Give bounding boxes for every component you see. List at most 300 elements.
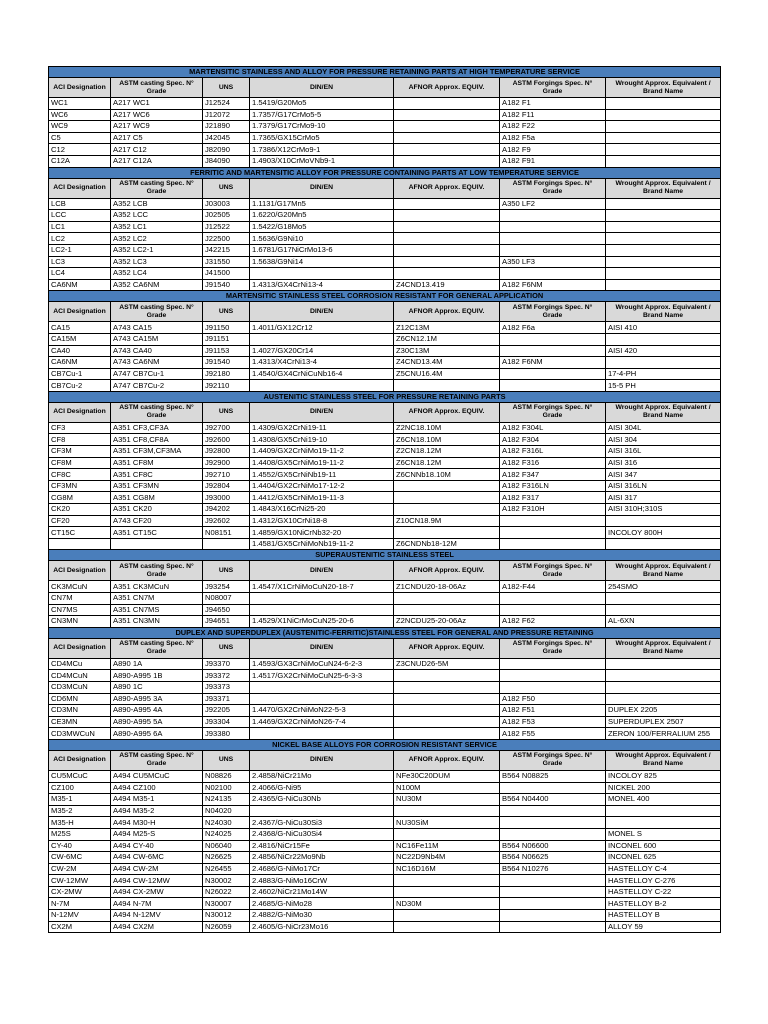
cell-astm-casting: A352 LCC <box>111 210 203 222</box>
cell-din-en: 1.4469/GX2CrNiMoN26-7-4 <box>250 716 394 728</box>
cell-wrought-equivalent <box>606 593 721 605</box>
cell-astm-casting: A743 CA15M <box>111 333 203 345</box>
table-row <box>49 616 721 628</box>
cell-din-en: 2.4602/NiCr21Mo14W <box>250 886 394 898</box>
cell-aci-designation: CD3MN <box>49 705 111 717</box>
cell-astm-forgings <box>500 221 606 233</box>
cell-afnor <box>394 527 500 539</box>
cell-aci-designation: CF8 <box>49 434 111 446</box>
cell-aci-designation: CD4MCu <box>49 658 111 670</box>
cell-din-en <box>250 268 394 280</box>
cell-astm-forgings: B564 N10276 <box>500 863 606 875</box>
cell-astm-casting: A352 CA6NM <box>111 279 203 291</box>
cell-wrought-equivalent <box>606 658 721 670</box>
column-header-row <box>49 638 721 658</box>
cell-wrought-equivalent <box>606 515 721 527</box>
column-header-din-en: DIN/EN <box>250 402 394 422</box>
cell-afnor <box>394 221 500 233</box>
cell-astm-casting: A352 LCB <box>111 198 203 210</box>
column-header-aci-designation: ACI Designation <box>49 302 111 322</box>
table-row <box>49 852 721 864</box>
table-row <box>49 155 721 167</box>
cell-wrought-equivalent: SUPERDUPLEX 2507 <box>606 716 721 728</box>
cell-afnor: Z2CN18.12M <box>394 446 500 458</box>
cell-afnor: ND30M <box>394 898 500 910</box>
cell-aci-designation: M35-H <box>49 817 111 829</box>
table-row <box>49 221 721 233</box>
cell-astm-forgings: A182 F51 <box>500 705 606 717</box>
cell-din-en: 2.4605/G-NiCr23Mo16 <box>250 921 394 933</box>
column-header-wrought-equivalent: Wrought Approx. Equivalent / Brand Name <box>606 302 721 322</box>
cell-astm-forgings <box>500 345 606 357</box>
cell-astm-casting: A494 CZ100 <box>111 782 203 794</box>
table-row <box>49 593 721 605</box>
cell-afnor <box>394 256 500 268</box>
cell-aci-designation: CA40 <box>49 345 111 357</box>
cell-astm-casting <box>111 538 203 550</box>
cell-astm-forgings: A182 F53 <box>500 716 606 728</box>
table-row <box>49 380 721 392</box>
cell-uns: N06040 <box>203 840 250 852</box>
cell-astm-forgings: A350 LF2 <box>500 198 606 210</box>
column-header-astm-forgings: ASTM Forgings Spec. N° Grade <box>500 302 606 322</box>
cell-din-en: 1.4309/GX2CrNi19-11 <box>250 422 394 434</box>
table-row <box>49 828 721 840</box>
table-row <box>49 109 721 121</box>
cell-afnor <box>394 728 500 740</box>
column-header-row <box>49 78 721 98</box>
cell-wrought-equivalent: DUPLEX 2205 <box>606 705 721 717</box>
cell-astm-forgings: B564 N06600 <box>500 840 606 852</box>
cell-aci-designation: CN3MN <box>49 616 111 628</box>
cell-afnor: Z6CNNb18.10M <box>394 469 500 481</box>
cell-wrought-equivalent <box>606 244 721 256</box>
cell-aci-designation: CT15C <box>49 527 111 539</box>
cell-din-en: 1.4593/GX3CrNiMoCuN24-6-2-3 <box>250 658 394 670</box>
column-header-afnor: AFNOR Approx. EQUIV. <box>394 302 500 322</box>
cell-astm-casting: A494 CX-2MW <box>111 886 203 898</box>
cell-din-en: 1.4408/GX5CrNiMo19-11-2 <box>250 457 394 469</box>
cell-afnor <box>394 604 500 616</box>
cell-din-en: 1.4547/X1CrNiMoCuN20-18-7 <box>250 581 394 593</box>
cell-afnor: NFe30C20DUM <box>394 770 500 782</box>
cell-astm-forgings: A182 F1 <box>500 98 606 110</box>
section-title: SUPERAUSTENITIC STAINLESS STEEL <box>49 550 721 561</box>
cell-din-en: 1.1131/G17Mn5 <box>250 198 394 210</box>
cell-astm-casting: A890 1C <box>111 681 203 693</box>
cell-din-en: 1.5636/G9Ni10 <box>250 233 394 245</box>
cell-aci-designation: M35-1 <box>49 794 111 806</box>
cell-astm-forgings: A182-F44 <box>500 581 606 593</box>
cell-astm-casting: A352 LC2 <box>111 233 203 245</box>
cell-astm-casting: A351 CF8M <box>111 457 203 469</box>
cell-din-en: 1.4903/X10CrMoVNb9-1 <box>250 155 394 167</box>
cell-din-en: 1.4404/GX2CrNiMo17-12-2 <box>250 480 394 492</box>
cell-uns: J94651 <box>203 616 250 628</box>
cell-wrought-equivalent <box>606 256 721 268</box>
table-row <box>49 256 721 268</box>
cell-wrought-equivalent: ZERON 100/FERRALIUM 255 <box>606 728 721 740</box>
cell-astm-forgings: A182 F310H <box>500 504 606 516</box>
cell-astm-forgings: B564 N08825 <box>500 770 606 782</box>
cell-din-en: 1.4470/GX2CrNiMoN22-5-3 <box>250 705 394 717</box>
cell-wrought-equivalent: AISI 316LN <box>606 480 721 492</box>
cell-din-en <box>250 380 394 392</box>
cell-din-en: 2.4365/G-NiCu30Nb <box>250 794 394 806</box>
cell-aci-designation: M35-2 <box>49 805 111 817</box>
cell-din-en: 1.5422/G18Mo5 <box>250 221 394 233</box>
cell-wrought-equivalent: INCOLOY 825 <box>606 770 721 782</box>
table-row <box>49 670 721 682</box>
cell-afnor <box>394 693 500 705</box>
cell-uns: N30002 <box>203 875 250 887</box>
table-row <box>49 581 721 593</box>
cell-afnor: Z4CND13.4M <box>394 357 500 369</box>
cell-wrought-equivalent: AISI 304L <box>606 422 721 434</box>
cell-astm-casting: A747 CB7Cu-1 <box>111 368 203 380</box>
column-header-afnor: AFNOR Approx. EQUIV. <box>394 750 500 770</box>
cell-din-en: 2.4685/G-NiMo28 <box>250 898 394 910</box>
column-header-din-en: DIN/EN <box>250 78 394 98</box>
cell-uns: N08151 <box>203 527 250 539</box>
cell-din-en <box>250 593 394 605</box>
cell-aci-designation: C5 <box>49 132 111 144</box>
cell-aci-designation: N-12MV <box>49 910 111 922</box>
cell-aci-designation: WC6 <box>49 109 111 121</box>
cell-uns: J22500 <box>203 233 250 245</box>
cell-aci-designation: N-7M <box>49 898 111 910</box>
cell-aci-designation: CA6NM <box>49 279 111 291</box>
cell-astm-forgings <box>500 805 606 817</box>
cell-wrought-equivalent <box>606 210 721 222</box>
cell-afnor: Z6CNDNb18-12M <box>394 538 500 550</box>
cell-astm-casting: A890-A995 4A <box>111 705 203 717</box>
cell-aci-designation: LCB <box>49 198 111 210</box>
cell-wrought-equivalent: INCONEL 625 <box>606 852 721 864</box>
table-row <box>49 898 721 910</box>
cell-din-en: 1.4517/GX2CrNiMoCuN25-6-3-3 <box>250 670 394 682</box>
cell-din-en <box>250 693 394 705</box>
table-row <box>49 886 721 898</box>
cell-uns <box>203 538 250 550</box>
cell-astm-forgings: A182 F91 <box>500 155 606 167</box>
cell-astm-casting: A494 CW-2M <box>111 863 203 875</box>
cell-din-en: 1.7357/G17CrMo5-5 <box>250 109 394 121</box>
cell-wrought-equivalent: AL-6XN <box>606 616 721 628</box>
cell-afnor <box>394 805 500 817</box>
section-title-row <box>49 739 721 750</box>
cell-afnor <box>394 492 500 504</box>
cell-astm-casting: A352 LC3 <box>111 256 203 268</box>
table-row <box>49 681 721 693</box>
cell-din-en: 1.4313/X4CrNi13-4 <box>250 357 394 369</box>
cell-din-en: 2.4686/G-NiMo17Cr <box>250 863 394 875</box>
cell-din-en: 1.4027/GX20Cr14 <box>250 345 394 357</box>
column-header-wrought-equivalent: Wrought Approx. Equivalent / Brand Name <box>606 750 721 770</box>
cell-wrought-equivalent: MONEL 400 <box>606 794 721 806</box>
cell-astm-forgings <box>500 515 606 527</box>
cell-din-en: 1.4409/GX2CrNiMo19-11-2 <box>250 446 394 458</box>
cell-afnor: Z6CN18.12M <box>394 457 500 469</box>
column-header-astm-forgings: ASTM Forgings Spec. N° Grade <box>500 402 606 422</box>
cell-uns: J93380 <box>203 728 250 740</box>
cell-wrought-equivalent <box>606 817 721 829</box>
cell-astm-casting: A351 CN7MS <box>111 604 203 616</box>
column-header-din-en: DIN/EN <box>250 750 394 770</box>
cell-afnor <box>394 198 500 210</box>
cell-uns: J93254 <box>203 581 250 593</box>
cell-afnor <box>394 109 500 121</box>
cell-din-en: 1.4859/GX10NiCrNb32-20 <box>250 527 394 539</box>
cell-aci-designation: CW-6MC <box>49 852 111 864</box>
cell-aci-designation: CK20 <box>49 504 111 516</box>
cell-uns: J03003 <box>203 198 250 210</box>
cell-astm-casting: A351 CF8,CF8A <box>111 434 203 446</box>
cell-astm-casting: A351 CN7M <box>111 593 203 605</box>
table-row <box>49 121 721 133</box>
cell-astm-casting: A890-A995 6A <box>111 728 203 740</box>
cell-astm-forgings: A182 F22 <box>500 121 606 133</box>
cell-din-en: 1.4412/GX5CrNiMo19-11-3 <box>250 492 394 504</box>
cell-uns: J41500 <box>203 268 250 280</box>
cell-astm-forgings <box>500 886 606 898</box>
cell-din-en: 1.5638/G9Ni14 <box>250 256 394 268</box>
cell-wrought-equivalent <box>606 132 721 144</box>
cell-afnor <box>394 828 500 840</box>
cell-astm-casting: A743 CA6NM <box>111 357 203 369</box>
cell-wrought-equivalent: AISI 316 <box>606 457 721 469</box>
column-header-din-en: DIN/EN <box>250 302 394 322</box>
cell-astm-forgings: A182 F317 <box>500 492 606 504</box>
cell-wrought-equivalent: INCOLOY 800H <box>606 527 721 539</box>
table-row <box>49 279 721 291</box>
cell-aci-designation: CD3MCuN <box>49 681 111 693</box>
cell-astm-casting: A890-A995 3A <box>111 693 203 705</box>
cell-astm-casting: A217 WC9 <box>111 121 203 133</box>
cell-astm-forgings <box>500 681 606 693</box>
cell-uns: J92180 <box>203 368 250 380</box>
cell-din-en: 1.4313/GX4CrNi13-4 <box>250 279 394 291</box>
column-header-din-en: DIN/EN <box>250 561 394 581</box>
cell-afnor <box>394 910 500 922</box>
cell-afnor: Z2NCDU25-20-06Az <box>394 616 500 628</box>
cell-uns: J93372 <box>203 670 250 682</box>
cell-aci-designation: CU5MCuC <box>49 770 111 782</box>
column-header-uns: UNS <box>203 750 250 770</box>
cell-din-en: 1.4312/GX10CrNi18-8 <box>250 515 394 527</box>
column-header-uns: UNS <box>203 78 250 98</box>
column-header-row <box>49 302 721 322</box>
table-row <box>49 538 721 550</box>
table-row <box>49 268 721 280</box>
cell-astm-casting: A494 CX2M <box>111 921 203 933</box>
cell-wrought-equivalent <box>606 98 721 110</box>
cell-aci-designation: CB7Cu-2 <box>49 380 111 392</box>
cell-afnor <box>394 480 500 492</box>
cell-astm-casting: A217 C12A <box>111 155 203 167</box>
cell-uns: N30012 <box>203 910 250 922</box>
column-header-aci-designation: ACI Designation <box>49 638 111 658</box>
cell-astm-forgings <box>500 368 606 380</box>
cell-wrought-equivalent: AISI 317 <box>606 492 721 504</box>
cell-din-en: 1.6781/G17NiCrMo13-6 <box>250 244 394 256</box>
column-header-aci-designation: ACI Designation <box>49 561 111 581</box>
cell-din-en: 1.7379/G17CrMo9-10 <box>250 121 394 133</box>
cell-astm-forgings <box>500 268 606 280</box>
cell-astm-casting: A494 CY-40 <box>111 840 203 852</box>
cell-afnor <box>394 268 500 280</box>
cell-astm-casting: A494 M25-S <box>111 828 203 840</box>
section-title: AUSTENITIC STAINLESS STEEL FOR PRESSURE RETAINING PARTS <box>49 391 721 402</box>
cell-aci-designation: CD3MWCuN <box>49 728 111 740</box>
cell-wrought-equivalent: 17-4-PH <box>606 368 721 380</box>
column-header-astm-forgings: ASTM Forgings Spec. N° Grade <box>500 638 606 658</box>
column-header-afnor: AFNOR Approx. EQUIV. <box>394 561 500 581</box>
cell-astm-forgings <box>500 233 606 245</box>
cell-aci-designation: CD6MN <box>49 693 111 705</box>
cell-aci-designation: CF3MN <box>49 480 111 492</box>
column-header-astm-casting: ASTM casting Spec. N° Grade <box>111 750 203 770</box>
cell-uns: N26059 <box>203 921 250 933</box>
cell-aci-designation: CY-40 <box>49 840 111 852</box>
cell-astm-casting: A743 CF20 <box>111 515 203 527</box>
cell-astm-casting: A351 CF8C <box>111 469 203 481</box>
cell-wrought-equivalent <box>606 333 721 345</box>
cell-afnor: Z2NC18.10M <box>394 422 500 434</box>
cell-astm-casting: A351 CF3M,CF3MA <box>111 446 203 458</box>
column-header-aci-designation: ACI Designation <box>49 78 111 98</box>
table-row <box>49 705 721 717</box>
cell-uns: J93371 <box>203 693 250 705</box>
cell-din-en: 1.7365/GX15CrMo5 <box>250 132 394 144</box>
cell-astm-forgings <box>500 538 606 550</box>
table-row <box>49 198 721 210</box>
cell-uns: J91153 <box>203 345 250 357</box>
cell-wrought-equivalent <box>606 109 721 121</box>
cell-uns: J91540 <box>203 357 250 369</box>
cell-din-en: 2.4858/NiCr21Mo <box>250 770 394 782</box>
cell-astm-forgings: A182 F316L <box>500 446 606 458</box>
cell-din-en <box>250 805 394 817</box>
cell-aci-designation: LC2-1 <box>49 244 111 256</box>
cell-astm-casting: A351 CK3MCuN <box>111 581 203 593</box>
cell-uns: N04020 <box>203 805 250 817</box>
section-title: MARTENSITIC STAINLESS AND ALLOY FOR PRESSURE RETAINING PARTS AT HIGH TEMPERATURE SERVICE <box>49 67 721 78</box>
cell-uns: N26022 <box>203 886 250 898</box>
cell-uns: J94650 <box>203 604 250 616</box>
cell-afnor: NC22D9Nb4M <box>394 852 500 864</box>
cell-wrought-equivalent: ALLOY 59 <box>606 921 721 933</box>
column-header-aci-designation: ACI Designation <box>49 402 111 422</box>
cell-uns: J42215 <box>203 244 250 256</box>
cell-astm-casting: A494 CW-12MW <box>111 875 203 887</box>
cell-uns: N02100 <box>203 782 250 794</box>
cell-astm-casting: A351 CK20 <box>111 504 203 516</box>
cell-din-en: 2.4368/G-NiCu30Si4 <box>250 828 394 840</box>
cell-astm-forgings: A182 F5a <box>500 132 606 144</box>
cell-astm-casting: A217 C12 <box>111 144 203 156</box>
cell-afnor <box>394 380 500 392</box>
cell-aci-designation: CF3 <box>49 422 111 434</box>
column-header-astm-forgings: ASTM Forgings Spec. N° Grade <box>500 561 606 581</box>
cell-wrought-equivalent <box>606 604 721 616</box>
cell-uns: N24030 <box>203 817 250 829</box>
column-header-din-en: DIN/EN <box>250 178 394 198</box>
cell-afnor: Z30C13M <box>394 345 500 357</box>
cell-afnor: NU30M <box>394 794 500 806</box>
cell-astm-casting: A743 CA15 <box>111 322 203 334</box>
table-row <box>49 446 721 458</box>
cell-afnor <box>394 593 500 605</box>
cell-wrought-equivalent: AISI 410 <box>606 322 721 334</box>
cell-aci-designation: CD4MCuN <box>49 670 111 682</box>
cell-uns: N24025 <box>203 828 250 840</box>
alloy-equivalence-table <box>48 66 721 933</box>
cell-aci-designation: LC3 <box>49 256 111 268</box>
cell-wrought-equivalent <box>606 670 721 682</box>
cell-astm-casting: A217 WC6 <box>111 109 203 121</box>
cell-astm-forgings <box>500 210 606 222</box>
table-row <box>49 515 721 527</box>
table-row <box>49 805 721 817</box>
cell-astm-forgings: B564 N06625 <box>500 852 606 864</box>
cell-aci-designation: CZ100 <box>49 782 111 794</box>
table-row <box>49 434 721 446</box>
cell-uns: J92602 <box>203 515 250 527</box>
cell-astm-casting: A494 M30-H <box>111 817 203 829</box>
section-title: FERRITIC AND MARTENSITIC ALLOY FOR PRESSURE CONTAINING PARTS AT LOW TEMPERATURE SERVICE <box>49 167 721 178</box>
cell-din-en: 1.4540/GX4CrNiCuNb16-4 <box>250 368 394 380</box>
cell-astm-casting: A494 CU5MCuC <box>111 770 203 782</box>
column-header-wrought-equivalent: Wrought Approx. Equivalent / Brand Name <box>606 561 721 581</box>
cell-astm-forgings <box>500 380 606 392</box>
cell-aci-designation: CE3MN <box>49 716 111 728</box>
cell-aci-designation: WC9 <box>49 121 111 133</box>
cell-aci-designation: WC1 <box>49 98 111 110</box>
cell-aci-designation: LC1 <box>49 221 111 233</box>
cell-wrought-equivalent: HASTELLOY C-22 <box>606 886 721 898</box>
cell-aci-designation: CF20 <box>49 515 111 527</box>
cell-astm-forgings: B564 N04400 <box>500 794 606 806</box>
cell-uns: J91540 <box>203 279 250 291</box>
column-header-row <box>49 178 721 198</box>
table-row <box>49 210 721 222</box>
cell-uns: N26455 <box>203 863 250 875</box>
cell-wrought-equivalent <box>606 121 721 133</box>
table-row <box>49 604 721 616</box>
cell-uns: J92710 <box>203 469 250 481</box>
cell-afnor: N100M <box>394 782 500 794</box>
cell-astm-casting: A217 WC1 <box>111 98 203 110</box>
cell-uns: J92700 <box>203 422 250 434</box>
cell-uns: J12524 <box>203 98 250 110</box>
cell-astm-casting: A352 LC4 <box>111 268 203 280</box>
cell-aci-designation: LC4 <box>49 268 111 280</box>
table-row <box>49 144 721 156</box>
cell-uns: J92900 <box>203 457 250 469</box>
cell-din-en: 1.4843/X16CrNi25-20 <box>250 504 394 516</box>
table-row <box>49 357 721 369</box>
section-title-row <box>49 627 721 638</box>
table-row <box>49 333 721 345</box>
cell-uns: J42045 <box>203 132 250 144</box>
cell-astm-casting: A351 CG8M <box>111 492 203 504</box>
cell-afnor: Z6CN12.1M <box>394 333 500 345</box>
cell-din-en: 2.4856/NiCr22Mo9Nb <box>250 852 394 864</box>
table-row <box>49 863 721 875</box>
cell-aci-designation: M25S <box>49 828 111 840</box>
cell-uns: N30007 <box>203 898 250 910</box>
